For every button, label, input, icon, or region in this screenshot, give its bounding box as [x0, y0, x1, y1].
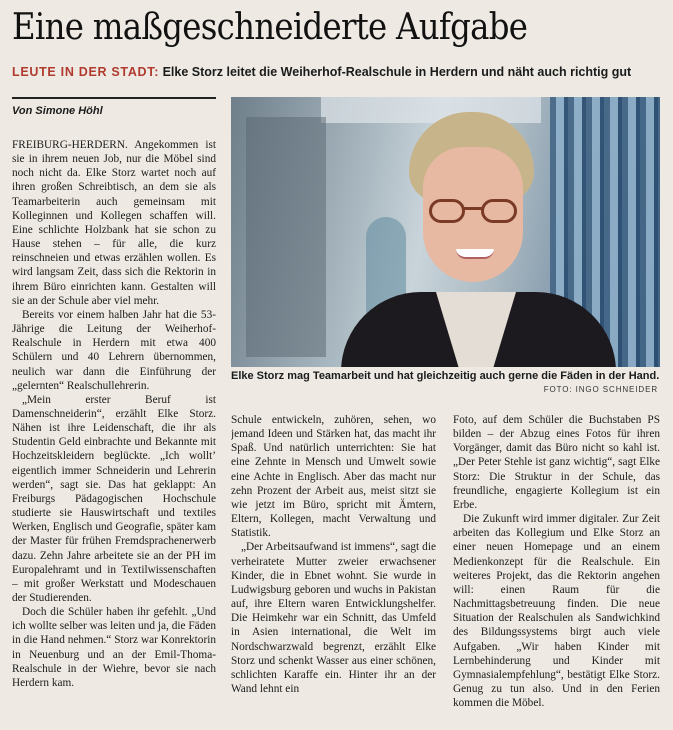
subtitle: Elke Storz leitet die Weiherhof-Realschule in Herdern und näht auch richtig gut — [162, 65, 632, 79]
paragraph: „Der Arbeitsaufwand ist immens“, sagt die verheiratete Mutter zweier erwachsener Kinder, die in Ebnet wohnt. Sie wurde in Ludwigsburg geboren und wuchs in Pakistan auf, ihre Eltern waren Entwicklungshelfer. Die Heimkehr war ein Schnitt, das Umfeld in Asien international, die Welt im Nordschwarzwald begrenzt, erzählt Elke Storz und schenkt Wasser aus einer schönen, schlichten Karaffe ein. Hinter ihr an der Wand lehnt ein — [231, 541, 436, 695]
byline: Von Simone Höhl — [12, 105, 103, 117]
byline-rule — [12, 97, 216, 99]
paragraph: Schule entwickeln, zuhören, sehen, wo jemand Ideen und Stärken hat, das macht ihr Spaß. Und natürlich unterrichten: Sie hat eine Zehnte in Mensch und Umwelt sowie eine Achte in Englisch. Aber das macht nur zehn Prozent der Arbeit aus, meist sitzt sie wie jetzt im Büro, spricht mit Ämtern, Eltern, Kollegen, macht Verwaltung und Statistik. — [231, 414, 436, 540]
article-column-3 — [453, 413, 660, 713]
portrait-photo — [231, 97, 660, 367]
paragraph: „Mein erster Beruf ist Damenschneiderin“, erzählt Elke Storz. Nähen ist ihre Leidenschaft, die ihr als Studentin Geld einbrachte und Bekannte mit Hochzeitskleidern beglückte. „Ich wollt’ eigentlich immer Schneiderin und Lehrerin werden“, sagt sie. Das hat geklappt: An Freiburgs Pädagogischen Hochschule studierte sie Hauswirtschaft und textiles Werken, Englisch und Geografie, später kam der Master für frühen Fremdsprachenerwerb dazu. Zehn Jahre arbeitete sie an der PH im Europalehramt und in Textilwissenschaften – mit großer Werkstatt und Modeschauen der Studierenden. — [12, 393, 216, 604]
headline: Eine maßgeschneiderte Aufgabe — [12, 7, 528, 48]
subheadline — [12, 64, 662, 80]
photo-background-pillar — [246, 117, 326, 357]
paragraph: Foto, auf dem Schüler die Buchstaben PS bilden – der Abzug eines Fotos für ihren Vorgänger, damit das Büro nicht so kahl ist. „Der Peter Stehle ist ganz wichtig“, sagt Elke Storz: Die Struktur in der Schule, das freundliche, engagierte Kollegium ist ein Erbe. — [453, 414, 660, 511]
photo-glasses — [429, 199, 519, 225]
article-column-1 — [12, 138, 216, 713]
paragraph: Die Zukunft wird immer digitaler. Zur Zeit arbeiten das Kollegium und Elke Storz an einer neuen Homepage und an einem Medienkonzept für die Realschule. Ein weiteres Projekt, das die Rektorin angehen will: einen Raum für die Nachmittagsbetreuung finden. Die neue Situation der Realschulen als Sandwichkind des Bildungssystems birgt auch viele Aufgaben. „Wir haben Kinder mit Lernbehinderung und Kinder mit Gymnasialempfehlung“, bestätigt Elke Storz. Genug zu tun also. Und in den Ferien kommen die Möbel. — [453, 513, 660, 710]
photo-caption: Elke Storz mag Teamarbeit und hat gleichzeitig auch gerne die Fäden in der Hand. — [231, 370, 660, 382]
section-kicker: LEUTE IN DER STADT: — [12, 65, 160, 79]
photo-smile — [456, 249, 494, 259]
photo-credit: FOTO: INGO SCHNEIDER — [543, 385, 658, 394]
paragraph: Bereits vor einem halben Jahr hat die 53-Jährige die Leitung der Weiherhof-Realschule in Herdern mit etwa 400 Schülern und 40 Lehrern übernommen, neulich war dann die Einführung der „gelernten“ Realschullehrerin. — [12, 308, 216, 392]
paragraph: FREIBURG-HERDERN. Angekommen ist sie in ihrem neuen Job, nur die Möbel sind noch nicht da. Elke Storz wartet noch auf ihren großen Schreibtisch, an dem sie als Teamarbeiterin auch gemeinsam mit Kolleginnen und Kollegen schaffen will. Eine schlichte Holzbank hat sie schon zu Hause stehen – für alle, die kurz reinschneien und etwas erzählen wollen. Es wird langsam Zeit, dass sich die Rektorin in ihrem Büro einrichten kann. Gestalten will sie an der Schule aber viel mehr. — [12, 139, 216, 307]
paragraph: Doch die Schüler haben ihr gefehlt. „Und ich wollte selber was leiten und ja, die Fäden in die Hand nehmen.“ Storz war Konrektorin in Neuenburg und an der Emil-Thoma-Realschule in der Wiehre, bevor sie nach Herdern kam. — [12, 606, 216, 689]
article-column-2 — [231, 413, 436, 713]
photo-ceiling-light — [321, 97, 541, 123]
